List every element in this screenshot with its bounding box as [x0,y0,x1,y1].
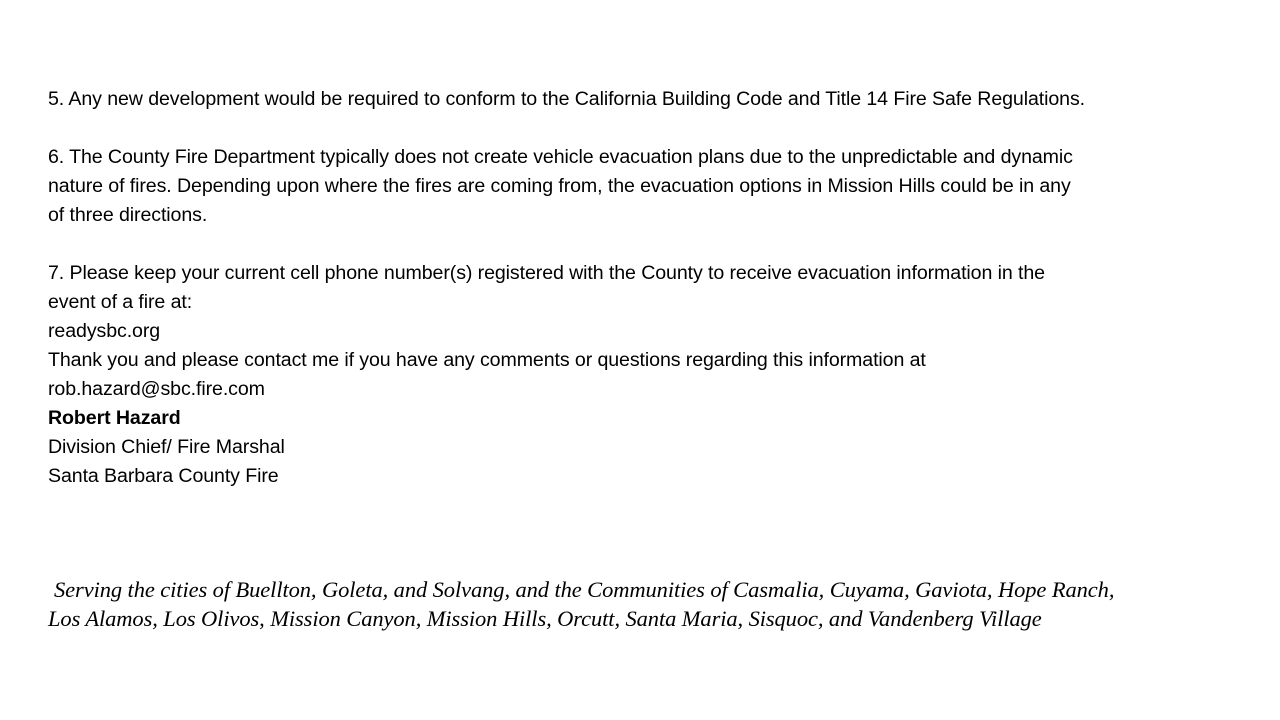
item-7-line-2: event of a fire at: [48,291,193,313]
item-6-line-2: nature of fires. Depending upon where the fires are coming from, the evacuation options in Mission Hills could be in any [48,175,1071,197]
item-6-line-1: 6. The County Fire Department typically does not create vehicle evacuation plans due to the unpredictable and dynamic [48,146,1073,168]
paragraph-gap [48,230,1248,259]
footer-service-area [48,576,1248,633]
item-6-line-3: of three directions. [48,204,208,226]
body-text [48,85,1248,491]
item-5-text: 5. Any new development would be required to conform to the California Building Code and Title 14 Fire Safe Regulations. [48,88,1085,110]
signature-organization: Santa Barbara County Fire [48,465,279,487]
email-link[interactable]: rob.hazard@sbc.fire.com [48,378,265,400]
thanks-text: Thank you and please contact me if you have any comments or questions regarding this information at [48,349,926,371]
signature-name: Robert Hazard [48,407,181,429]
item-6-paragraph [48,143,1248,230]
website-link[interactable]: readysbc.org [48,320,161,342]
signature-title: Division Chief/ Fire Marshal [48,436,285,458]
footer-line-2: Los Alamos, Los Olivos, Mission Canyon, Mission Hills, Orcutt, Santa Maria, Sisquoc, and Vandenberg Village [48,605,1042,631]
paragraph-gap [48,114,1248,143]
footer-line-1: Serving the cities of Buellton, Goleta, and Solvang, and the Communities of Casmalia, Cuyama, Gaviota, Hope Ranch, [54,577,1115,602]
item-7-paragraph [48,259,1248,317]
item-7-line-1: 7. Please keep your current cell phone number(s) registered with the County to receive evacuation information in the [48,262,1045,284]
